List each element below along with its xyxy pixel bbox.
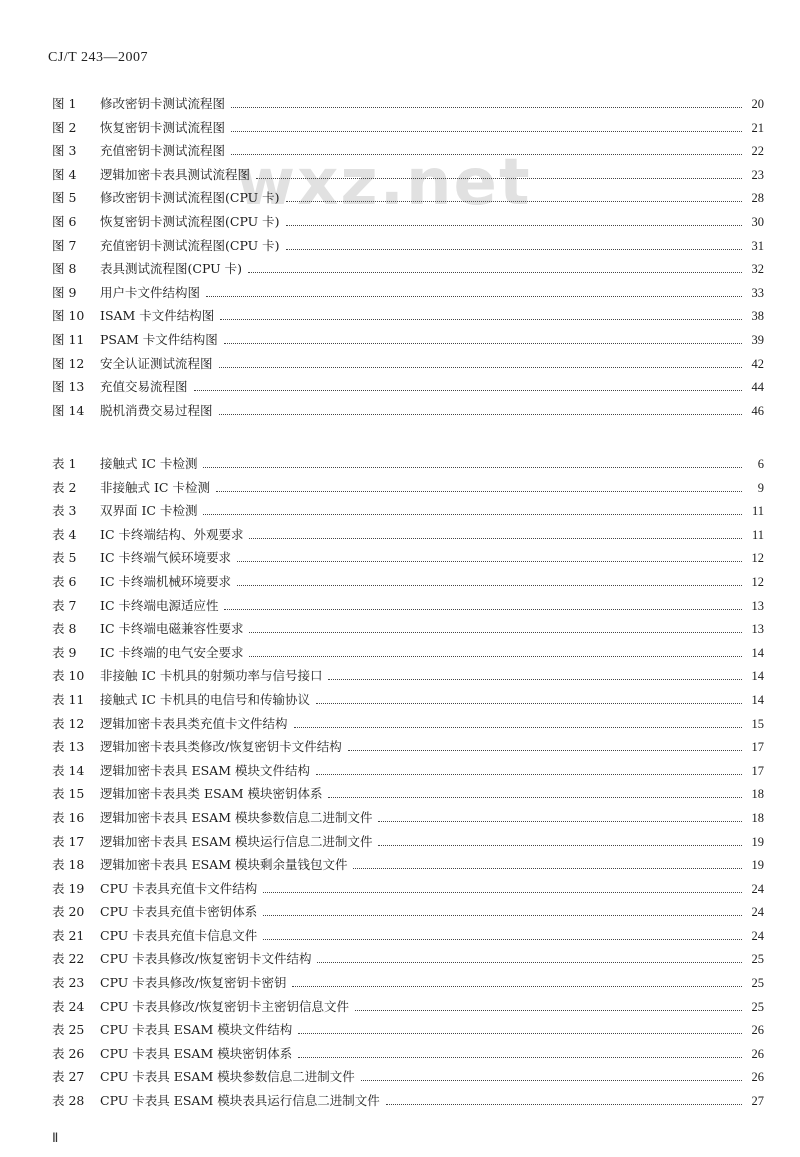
table-entry[interactable] — [52, 594, 764, 618]
entry-page-number: 12 — [751, 551, 764, 566]
entry-title: 充值交易流程图 — [100, 379, 188, 395]
table-entry[interactable] — [52, 947, 764, 971]
dot-leader — [231, 154, 742, 155]
entry-page-number: 6 — [757, 457, 764, 471]
entry-page-number: 25 — [751, 976, 764, 991]
entry-title: 表具测试流程图(CPU 卡) — [100, 261, 243, 277]
dot-leader — [237, 561, 742, 562]
dot-leader — [203, 514, 742, 515]
dot-leader — [316, 703, 742, 704]
table-entry[interactable] — [52, 499, 764, 523]
entry-page-number: 13 — [751, 598, 764, 613]
dot-leader — [294, 727, 742, 728]
entry-label: 表 17 — [52, 833, 85, 849]
entry-label: 表 9 — [52, 644, 77, 660]
entry-label: 表 28 — [52, 1093, 85, 1109]
entry-title: 逻辑加密卡表具测试流程图 — [100, 166, 251, 182]
entry-label: 表 6 — [52, 573, 77, 589]
entry-page-number: 22 — [751, 144, 764, 159]
dot-leader — [361, 1080, 742, 1081]
entry-title: 恢复密钥卡测试流程图(CPU 卡) — [100, 213, 280, 229]
entry-title: 逻辑加密卡表具 ESAM 模块文件结构 — [100, 762, 310, 778]
dot-leader — [348, 750, 742, 751]
entry-label: 图 3 — [52, 143, 77, 159]
entry-label: 表 22 — [52, 951, 85, 967]
figure-entry[interactable] — [52, 186, 764, 210]
entry-page-number: 19 — [751, 834, 764, 849]
dot-leader — [220, 319, 742, 320]
entry-title: ISAM 卡文件结构图 — [100, 308, 215, 324]
entry-page-number: 19 — [751, 858, 764, 873]
entry-title: CPU 卡表具修改/恢复密钥卡主密钥信息文件 — [100, 998, 349, 1014]
table-entry[interactable] — [52, 688, 764, 712]
dot-leader — [219, 367, 742, 368]
dot-leader — [203, 467, 742, 468]
entry-label: 表 27 — [52, 1069, 85, 1085]
dot-leader — [316, 774, 742, 775]
figure-entry[interactable] — [52, 281, 764, 305]
table-entry[interactable] — [52, 476, 764, 500]
entry-page-number: 14 — [751, 692, 764, 707]
entry-label: 图 6 — [52, 213, 77, 229]
dot-leader — [231, 131, 742, 132]
dot-leader — [298, 1057, 742, 1058]
entry-page-number: 39 — [751, 332, 764, 347]
dot-leader — [298, 1033, 742, 1034]
entry-label: 表 15 — [52, 786, 85, 802]
standard-code-header: CJ/T 243—2007 — [48, 50, 148, 65]
table-entry[interactable] — [52, 712, 764, 736]
dot-leader — [249, 538, 742, 539]
entry-label: 表 21 — [52, 927, 85, 943]
dot-leader — [286, 201, 742, 202]
table-entry[interactable] — [52, 853, 764, 877]
entry-title: 逻辑加密卡表具 ESAM 模块剩余量钱包文件 — [100, 857, 348, 873]
entry-title: 逻辑加密卡表具 ESAM 模块参数信息二进制文件 — [100, 809, 373, 825]
entry-page-number: 24 — [751, 881, 764, 896]
entry-title: 脱机消费交易过程图 — [100, 402, 213, 418]
entry-title: 修改密钥卡测试流程图 — [100, 96, 226, 111]
entry-page-number: 17 — [751, 740, 764, 755]
entry-title: 非接触式 IC 卡检测 — [100, 479, 210, 495]
figure-entry[interactable] — [52, 257, 764, 281]
dot-leader — [219, 414, 742, 415]
entry-title: 双界面 IC 卡检测 — [100, 503, 198, 519]
entry-page-number: 46 — [751, 403, 764, 418]
entry-page-number: 26 — [751, 1023, 764, 1038]
entry-page-number: 26 — [751, 1046, 764, 1061]
entry-label: 表 16 — [52, 809, 85, 825]
entry-label: 表 14 — [52, 762, 85, 778]
figure-entry[interactable] — [52, 234, 764, 258]
figure-entry[interactable] — [52, 352, 764, 376]
table-entry[interactable] — [52, 1089, 764, 1113]
entry-title: 充值密钥卡测试流程图(CPU 卡) — [100, 237, 280, 253]
entry-label: 表 24 — [52, 998, 85, 1014]
entry-page-number: 18 — [751, 810, 764, 825]
entry-page-number: 14 — [751, 645, 764, 660]
dot-leader — [328, 797, 742, 798]
dot-leader — [386, 1104, 742, 1105]
entry-label: 表 1 — [52, 456, 77, 471]
table-entry[interactable] — [52, 1042, 764, 1066]
entry-title: 接触式 IC 卡检测 — [100, 456, 198, 471]
dot-leader — [353, 868, 742, 869]
entry-label: 表 19 — [52, 880, 85, 896]
entry-label: 图 7 — [52, 237, 77, 253]
table-entry[interactable] — [52, 830, 764, 854]
table-entry[interactable] — [52, 1065, 764, 1089]
entry-label: 表 8 — [52, 621, 77, 637]
dot-leader — [378, 821, 742, 822]
entry-page-number: 17 — [751, 763, 764, 778]
dot-leader — [224, 343, 742, 344]
entry-title: IC 卡终端机械环境要求 — [100, 573, 231, 589]
entry-label: 图 2 — [52, 119, 77, 135]
entry-page-number: 11 — [751, 504, 764, 519]
entry-title: CPU 卡表具 ESAM 模块表具运行信息二进制文件 — [100, 1093, 380, 1109]
figure-entry[interactable] — [52, 210, 764, 234]
entry-title: IC 卡终端电源适应性 — [100, 597, 219, 613]
table-entry[interactable] — [52, 452, 764, 476]
dot-leader — [292, 986, 742, 987]
dot-leader — [317, 962, 742, 963]
entry-page-number: 20 — [751, 97, 764, 111]
dot-leader — [256, 178, 742, 179]
dot-leader — [263, 915, 742, 916]
table-entry[interactable] — [52, 971, 764, 995]
table-entry[interactable] — [52, 806, 764, 830]
dot-leader — [286, 249, 742, 250]
entry-page-number: 27 — [751, 1094, 764, 1109]
entry-title: CPU 卡表具修改/恢复密钥卡文件结构 — [100, 951, 312, 967]
figure-entry[interactable] — [52, 116, 764, 140]
entry-label: 表 20 — [52, 904, 85, 920]
table-entry[interactable] — [52, 617, 764, 641]
entry-label: 图 8 — [52, 261, 77, 277]
entry-title: CPU 卡表具充值卡密钥体系 — [100, 904, 258, 920]
table-entry[interactable] — [52, 523, 764, 547]
entry-label: 图 11 — [52, 331, 85, 347]
table-entry[interactable] — [52, 995, 764, 1019]
entry-page-number: 44 — [751, 380, 764, 395]
watermark: wxz.net — [236, 146, 532, 220]
entry-title: CPU 卡表具充值卡文件结构 — [100, 880, 258, 896]
entry-label: 表 3 — [52, 503, 77, 519]
dot-leader — [249, 656, 742, 657]
entry-page-number: 30 — [751, 214, 764, 229]
entry-title: PSAM 卡文件结构图 — [100, 331, 218, 347]
table-entry[interactable] — [52, 782, 764, 806]
table-entry[interactable] — [52, 924, 764, 948]
table-entry[interactable] — [52, 877, 764, 901]
table-entry[interactable] — [52, 570, 764, 594]
entry-page-number: 12 — [751, 574, 764, 589]
dot-leader — [263, 939, 742, 940]
entry-label: 图 1 — [52, 96, 77, 111]
entry-title: 非接触 IC 卡机具的射频功率与信号接口 — [100, 668, 323, 684]
entry-title: IC 卡终端结构、外观要求 — [100, 526, 244, 542]
entry-page-number: 24 — [751, 928, 764, 943]
dot-leader — [263, 892, 742, 893]
entry-page-number: 25 — [751, 952, 764, 967]
figure-list — [52, 92, 764, 422]
entry-label: 表 11 — [52, 691, 85, 707]
dot-leader — [328, 679, 742, 680]
table-entry[interactable] — [52, 735, 764, 759]
entry-label: 表 7 — [52, 597, 77, 613]
entry-page-number: 28 — [751, 191, 764, 206]
entry-title: CPU 卡表具 ESAM 模块密钥体系 — [100, 1045, 293, 1061]
entry-title: CPU 卡表具 ESAM 模块文件结构 — [100, 1022, 293, 1038]
entry-title: 逻辑加密卡表具 ESAM 模块运行信息二进制文件 — [100, 833, 373, 849]
entry-label: 图 5 — [52, 190, 77, 206]
entry-label: 表 23 — [52, 975, 85, 991]
entry-label: 表 25 — [52, 1022, 85, 1038]
dot-leader — [194, 390, 742, 391]
table-entry[interactable] — [52, 641, 764, 665]
figure-entry[interactable] — [52, 375, 764, 399]
figure-entry[interactable] — [52, 328, 764, 352]
entry-label: 图 12 — [52, 355, 85, 371]
table-list — [52, 452, 764, 1113]
dot-leader — [248, 272, 742, 273]
entry-title: 用户卡文件结构图 — [100, 284, 201, 300]
entry-label: 表 4 — [52, 526, 77, 542]
dot-leader — [237, 585, 742, 586]
entry-page-number: 32 — [751, 262, 764, 277]
figure-entry[interactable] — [52, 304, 764, 328]
entry-page-number: 26 — [751, 1070, 764, 1085]
table-entry[interactable] — [52, 664, 764, 688]
entry-page-number: 23 — [751, 167, 764, 182]
entry-title: CPU 卡表具修改/恢复密钥卡密钥 — [100, 975, 287, 991]
table-entry[interactable] — [52, 900, 764, 924]
page-number: Ⅱ — [52, 1130, 59, 1145]
figure-entry[interactable] — [52, 139, 764, 163]
entry-page-number: 38 — [751, 309, 764, 324]
entry-title: 充值密钥卡测试流程图 — [100, 143, 226, 159]
entry-title: 恢复密钥卡测试流程图 — [100, 119, 226, 135]
entry-page-number: 14 — [751, 669, 764, 684]
figure-entry[interactable] — [52, 92, 764, 116]
figure-entry[interactable] — [52, 163, 764, 187]
entry-title: 接触式 IC 卡机具的电信号和传输协议 — [100, 691, 310, 707]
entry-title: CPU 卡表具 ESAM 模块参数信息二进制文件 — [100, 1069, 355, 1085]
entry-page-number: 25 — [751, 999, 764, 1014]
entry-page-number: 33 — [751, 285, 764, 300]
dot-leader — [249, 632, 742, 633]
entry-title: 安全认证测试流程图 — [100, 355, 213, 371]
dot-leader — [378, 845, 742, 846]
table-entry[interactable] — [52, 1018, 764, 1042]
entry-page-number: 24 — [751, 905, 764, 920]
dot-leader — [206, 296, 742, 297]
entry-page-number: 11 — [751, 527, 764, 542]
entry-label: 表 5 — [52, 550, 77, 566]
entry-page-number: 9 — [757, 480, 764, 495]
entry-page-number: 21 — [751, 120, 764, 135]
dot-leader — [286, 225, 742, 226]
entry-label: 表 26 — [52, 1045, 85, 1061]
entry-title: IC 卡终端的电气安全要求 — [100, 644, 244, 660]
table-entry[interactable] — [52, 546, 764, 570]
entry-page-number: 31 — [751, 238, 764, 253]
entry-label: 表 2 — [52, 479, 77, 495]
entry-label: 图 13 — [52, 379, 85, 395]
entry-title: 逻辑加密卡表具类 ESAM 模块密钥体系 — [100, 786, 323, 802]
table-entry[interactable] — [52, 759, 764, 783]
entry-title: 逻辑加密卡表具类充值卡文件结构 — [100, 715, 288, 731]
dot-leader — [355, 1010, 742, 1011]
entry-label: 表 13 — [52, 739, 85, 755]
figure-entry[interactable] — [52, 399, 764, 423]
dot-leader — [216, 491, 742, 492]
entry-label: 图 4 — [52, 166, 77, 182]
entry-page-number: 42 — [751, 356, 764, 371]
entry-page-number: 13 — [751, 622, 764, 637]
dot-leader — [224, 609, 742, 610]
entry-label: 表 12 — [52, 715, 85, 731]
entry-label: 表 18 — [52, 857, 85, 873]
entry-title: IC 卡终端气候环境要求 — [100, 550, 231, 566]
entry-page-number: 18 — [751, 787, 764, 802]
entry-label: 图 14 — [52, 402, 85, 418]
entry-title: IC 卡终端电磁兼容性要求 — [100, 621, 244, 637]
entry-label: 表 10 — [52, 668, 85, 684]
entry-label: 图 10 — [52, 308, 85, 324]
entry-label: 图 9 — [52, 284, 77, 300]
entry-title: 修改密钥卡测试流程图(CPU 卡) — [100, 190, 280, 206]
dot-leader — [231, 107, 742, 108]
entry-page-number: 15 — [751, 716, 764, 731]
entry-title: 逻辑加密卡表具类修改/恢复密钥卡文件结构 — [100, 739, 342, 755]
entry-title: CPU 卡表具充值卡信息文件 — [100, 927, 258, 943]
